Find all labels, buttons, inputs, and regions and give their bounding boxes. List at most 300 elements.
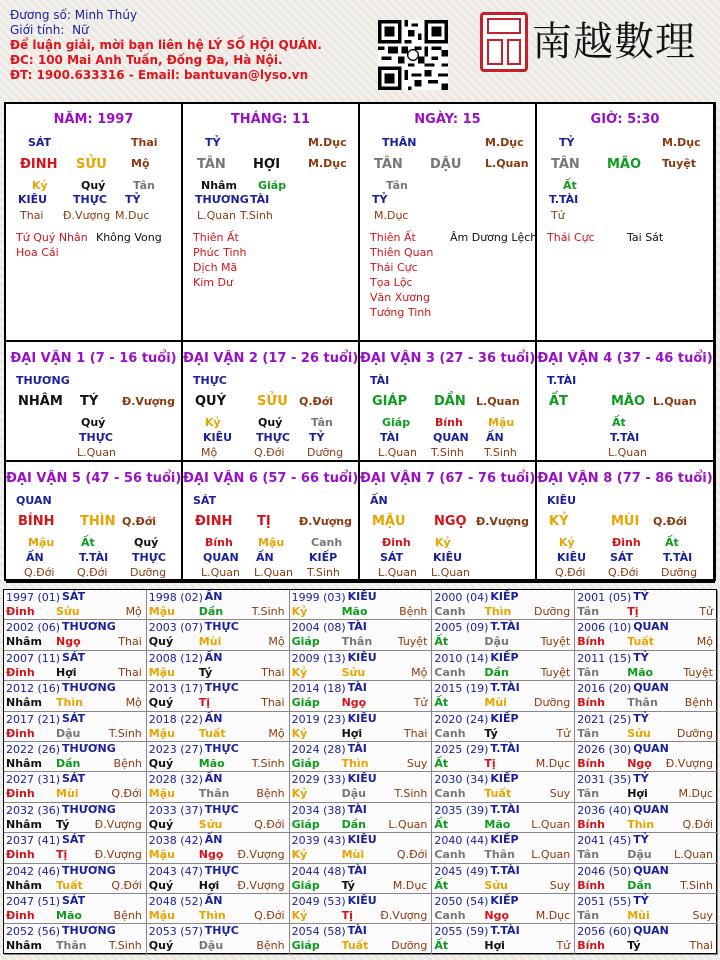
annual-star: SÁT [62,772,86,786]
annual-cell [432,651,575,681]
annual-star: SÁT [62,711,86,725]
luck-title: ĐẠI VẬN 4 (37 - 46 tuổi) [537,351,713,366]
hidden-stem: Ất [563,179,577,192]
annual-star: QUAN [633,802,669,816]
pillar-title: NGÀY: 15 [414,112,481,127]
annual-branch: Thân [56,939,87,953]
ten-god: TỶ [125,193,141,206]
pillar-star-phase: M.Dục [485,136,524,149]
annual-year: 2045 (49) [434,864,489,878]
luck-ten-god: KIÊU [557,551,587,564]
annual-year: 2023 (27) [148,743,203,756]
annual-phase: Mộ [125,696,142,710]
annual-phase: Mộ [268,726,285,740]
luck-hidden-stem: Mậu [28,536,55,549]
annual-phase: Bệnh [399,605,428,618]
annual-branch: Sửu [56,605,80,618]
annual-branch: Mùi [198,635,222,649]
pillar-star-phase: M.Dục [662,136,701,149]
logo-text: 南越數理 [532,19,696,65]
annual-cell [147,833,290,863]
annual-cell [147,681,290,711]
luck-branch: MÃO [611,394,646,409]
luck-hidden-stem: Bính [205,536,233,549]
annual-year: 2011 (15) [577,651,632,665]
annual-cell [4,894,147,924]
annual-cell [432,894,575,924]
annual-stem: Tân [577,605,600,618]
annual-phase: Đ.Vượng [237,848,285,862]
annual-branch: Dần [198,605,224,618]
pillar-stem: ĐINH [20,157,58,172]
luck-branch-phase: Q.Đới [653,515,688,528]
annual-phase: Bệnh [256,939,285,953]
pillar-star: TỶ [559,136,575,149]
annual-star: THƯƠNG [62,681,116,695]
luck-stem: NHÂM [18,394,63,409]
annual-star: T.TÀI [490,863,520,877]
annual-cell [147,590,290,620]
annual-stem: Mậu [148,848,175,862]
annual-phase: Tuyệt [397,635,428,649]
annual-cell [290,772,433,802]
annual-cell [290,803,433,833]
annual-star: QUAN [633,742,669,755]
chart-grid [4,102,716,581]
annual-cell [4,772,147,802]
annual-stem: Ất [434,878,449,892]
annual-year: 2027 (31) [6,773,61,787]
symbolic-star: Tướng Tinh [370,306,432,319]
annual-branch: Tuất [198,726,226,740]
annual-branch: Dần [484,665,509,679]
annual-year: 2004 (08) [291,621,346,635]
luck-branch: THÌN [80,514,116,529]
annual-phase: Q.Đới [396,848,428,862]
annual-stem: Tân [577,848,600,862]
pillar-cell [6,104,183,342]
annual-year: 2013 (17) [148,682,203,696]
annual-stem: Nhâm [6,635,42,649]
annual-star: THỰC [204,742,239,755]
luck-title: ĐẠI VẬN 3 (27 - 36 tuổi) [360,351,536,366]
annual-star: QUAN [633,924,669,938]
luck-phase: Q.Đới [254,446,285,459]
annual-year: 2031 (35) [577,773,632,787]
pillar-cell [183,104,360,342]
annual-star: KIÊU [347,711,377,725]
annual-branch: Sửu [341,665,366,679]
phase: M.Dục [374,209,409,222]
annual-cell [290,590,433,620]
annual-phase: Dưỡng [676,726,713,740]
luck-stem: KỶ [549,514,569,529]
annual-cell [575,620,718,650]
annual-year: 2016 (20) [577,682,632,696]
annual-year: 2018 (22) [148,712,203,726]
annual-stem: Canh [434,909,466,922]
luck-phase: Dưỡng [130,566,167,579]
annual-cell [575,894,718,924]
luck-branch: SỬU [257,394,288,409]
luck-ten-god: KIÊU [433,551,463,564]
luck-phase: L.Quan [378,566,417,579]
luck-stem: ĐINH [195,514,233,529]
annual-phase: Dưỡng [534,605,571,618]
luck-title: ĐẠI VẬN 7 (67 - 76 tuổi) [360,471,536,486]
annual-cell [575,742,718,772]
annual-stem: Mậu [148,787,175,801]
luck-hidden-stem: Mậu [488,416,515,429]
annual-phase: Suy [549,878,571,892]
luck-hidden-stem: Ất [612,416,626,429]
ten-god: THƯƠNG [195,193,249,206]
annual-branch: Thìn [56,696,83,710]
annual-star: TỶ [633,590,649,603]
luck-ten-god: ẤN [256,551,274,564]
luck-phase: Dưỡng [661,566,698,579]
annual-cell [575,772,718,802]
annual-stem: Đinh [6,909,35,922]
annual-cell [147,864,290,894]
annual-phase: Mộ [268,635,285,649]
luck-phase: L.Quan [378,446,417,459]
annual-phase: L.Quan [531,848,571,862]
annual-phase: Mộ [125,605,142,618]
annual-phase: Dưỡng [391,939,428,953]
annual-branch: Thân [341,635,373,649]
pillar-title: NĂM: 1997 [53,112,134,127]
annual-cell [147,742,290,772]
annual-phase: Thai [118,665,142,679]
address-line: ĐC: 100 Mai Anh Tuấn, Đống Đa, Hà Nội. [10,53,283,67]
luck-branch-phase: Đ.Vượng [122,395,176,408]
luck-hidden-stem: Tân [311,416,333,429]
annual-phase: T.Sinh [251,757,285,770]
annual-star: ẤN [204,894,223,907]
annual-branch: Mùi [341,848,365,862]
annual-stem: Quý [148,817,174,831]
annual-branch: Thân [484,848,515,862]
annual-cell [147,651,290,681]
luck-stem: ẤT [549,394,568,409]
name-label: Đương số: [10,8,71,22]
luck-hidden-stem: Kỷ [559,536,575,549]
pillar-star: SÁT [28,136,52,149]
annual-year: 2030 (34) [434,773,489,787]
annual-year: 2056 (60) [577,925,632,939]
luck-hidden-stem: Quý [134,536,159,549]
annual-cell [147,712,290,742]
annual-cell [4,924,147,954]
annual-stem: Ất [434,939,449,953]
annual-cell [290,833,433,863]
luck-phase: Q.Đới [608,566,639,579]
annual-cell [4,651,147,681]
annual-cell [290,681,433,711]
luck-phase: T.Sinh [307,566,340,579]
annual-cell [432,620,575,650]
annual-stem: Kỷ [291,605,308,618]
annual-stem: Ất [434,757,449,770]
symbolic-star: Tọa Lộc [370,276,413,289]
luck-ten-god: SÁT [610,551,634,564]
annual-star: KIẾP [490,772,519,786]
annual-cell [4,803,147,833]
annual-phase: Tử [413,696,428,710]
annual-branch: Tuất [56,878,83,892]
symbolic-star: Thiên Ất [370,231,416,244]
annual-star: THƯƠNG [62,802,116,816]
annual-star: THƯƠNG [62,863,116,877]
annual-year: 2034 (38) [291,803,346,817]
symbolic-star-right: Tai Sát [627,231,664,244]
annual-phase: Dưỡng [534,696,571,710]
luck-star: SÁT [193,494,217,507]
annual-cell [4,681,147,711]
annual-star: SÁT [62,650,86,664]
annual-stem: Giáp [291,878,320,892]
annual-phase: L.Quan [674,848,713,862]
gender-value: Nữ [72,23,89,37]
red-seal-icon [480,12,528,72]
annual-stem: Đinh [6,665,35,679]
annual-star: ẤN [204,650,223,664]
luck-star: THƯƠNG [16,374,70,387]
annual-phase: Suy [406,757,428,770]
luck-hidden-stem: Ất [665,536,679,549]
annual-branch: Mão [198,757,225,770]
annual-phase: Tử [699,605,713,618]
annual-star: ẤN [204,590,223,603]
pillar-branch-phase: Tuyệt [662,157,697,170]
annual-cell [4,742,147,772]
annual-year: 2042 (46) [6,864,61,878]
luck-star: KIÊU [547,494,577,507]
annual-phase: Q.Đới [111,787,142,801]
annual-star: KIẾP [490,590,519,603]
annual-star: QUAN [633,620,669,634]
annual-branch: Mùi [56,787,79,801]
luck-branch: TỊ [257,514,271,529]
luck-pillar-cell [6,342,183,462]
annual-star: KIẾP [490,711,519,725]
pillar-branch: SỬU [76,157,107,172]
luck-hidden-stem: Giáp [382,416,411,429]
annual-branch: Thìn [627,817,655,831]
annual-stem: Mậu [148,665,175,679]
luck-stem: GIÁP [372,394,408,409]
luck-title: ĐẠI VẬN 8 (77 - 86 tuổi) [537,471,713,486]
annual-stem: Ất [434,817,449,831]
annual-branch: Dậu [56,726,81,740]
annual-luck-table [3,589,717,954]
annual-stem: Canh [434,787,466,801]
annual-phase: Tuyệt [540,635,571,649]
annual-stem: Kỷ [291,787,308,801]
luck-phase: T.Sinh [431,446,464,459]
annual-year: 2053 (57) [148,925,203,939]
annual-star: KIÊU [347,772,377,786]
annual-cell [290,894,433,924]
annual-branch: Ngọ [484,909,510,922]
luck-star: ẤN [370,494,388,507]
annual-branch: Hợi [484,939,505,953]
annual-phase: Thai [689,939,713,953]
annual-star: THỰC [204,620,239,634]
annual-star: TỶ [633,650,649,664]
luck-star: THỰC [193,374,227,387]
symbolic-star-right: Âm Dương Lệch [450,231,538,244]
luck-phase: L.Quan [608,446,647,459]
luck-hidden-stem: Quý [81,416,106,429]
annual-branch: Tị [56,848,68,862]
annual-cell [432,712,575,742]
annual-cell [575,651,718,681]
annual-phase: Mộ [411,665,428,679]
annual-stem: Nhâm [6,939,42,953]
luck-phase: L.Quan [201,566,240,579]
annual-branch: Tý [627,939,641,953]
annual-stem: Nhâm [6,878,42,892]
luck-stem: MẬU [372,514,406,529]
luck-branch-phase: L.Quan [653,395,697,408]
annual-year: 2000 (04) [434,591,489,604]
annual-star: T.TÀI [490,620,520,634]
annual-branch: Sửu [198,817,223,831]
annual-stem: Quý [148,757,174,770]
annual-stem: Tân [577,665,600,679]
luck-hidden-stem: Kỷ [205,416,221,429]
name-value: Minh Thúy [74,8,138,22]
annual-cell [575,712,718,742]
annual-stem: Quý [148,635,174,649]
annual-branch: Thân [198,787,230,801]
hidden-stem: Tân [386,179,408,192]
annual-star: TÀI [347,863,367,877]
contact-line: Để luận giải, mời bạn liên hệ LÝ SỐ HỘI QUÁN. [10,38,322,52]
luck-phase: Q.Đới [24,566,55,579]
luck-ten-god: KIẾP [309,551,338,564]
annual-year: 2044 (48) [291,864,346,878]
annual-stem: Bính [577,878,606,892]
luck-title: ĐẠI VẬN 1 (7 - 16 tuổi) [10,351,177,366]
luck-ten-god: KIÊU [203,431,233,444]
annual-stem: Đinh [6,605,35,618]
annual-cell [147,924,290,954]
annual-phase: Tuyệt [683,665,713,679]
luck-pillar-cell [360,462,537,583]
annual-star: TỶ [633,711,649,725]
symbolic-star: Dịch Mã [193,261,238,274]
annual-phase: Đ.Vượng [237,878,285,892]
luck-hidden-stem: Mậu [258,536,285,549]
luck-hidden-stem: Đinh [612,536,641,549]
annual-branch: Dần [56,757,81,770]
ten-god: T.TÀI [549,193,579,206]
luck-stem: BÍNH [18,514,55,529]
annual-branch: Dậu [484,635,509,649]
annual-star: TÀI [347,802,367,816]
annual-branch: Tị [627,605,639,618]
annual-year: 2025 (29) [434,743,489,756]
luck-hidden-stem: Quý [258,416,283,429]
annual-star: THỰC [204,802,239,816]
annual-star: T.TÀI [490,681,520,695]
luck-ten-god: SÁT [380,551,404,564]
annual-star: T.TÀI [490,924,520,938]
annual-year: 2048 (52) [148,895,203,908]
annual-star: KIÊU [347,650,377,664]
annual-phase: Tử [556,939,571,953]
hidden-stem: Nhâm [201,179,237,192]
annual-branch: Tị [198,696,211,710]
annual-cell [4,590,147,620]
annual-cell [432,772,575,802]
pillar-branch-phase: Mộ [131,157,150,170]
hidden-stem: Giáp [258,179,287,192]
annual-stem: Canh [434,665,466,679]
annual-stem: Mậu [148,726,175,740]
annual-phase: Tuyệt [540,665,571,679]
annual-year: 2015 (19) [434,682,489,696]
annual-year: 2024 (28) [291,743,346,756]
pillar-title: THÁNG: 11 [230,112,311,127]
annual-year: 2043 (47) [148,864,203,878]
luck-pillar-cell [537,342,715,462]
annual-cell [575,590,718,620]
annual-year: 2012 (16) [6,682,61,696]
luck-pillar-cell [183,462,360,583]
luck-pillar-cell [537,462,715,583]
annual-cell [4,712,147,742]
annual-cell [575,681,718,711]
annual-stem: Quý [148,878,174,892]
annual-branch: Thân [627,696,658,710]
phase: Thai [20,209,44,222]
phase: T.Sinh [240,209,273,222]
annual-branch: Dậu [627,848,652,862]
symbolic-star: Thiên Ất [193,231,239,244]
symbolic-star: Thái Cực [370,261,418,274]
annual-stem: Mậu [148,605,175,618]
annual-stem: Quý [148,696,174,710]
annual-phase: M.Dục [392,878,428,892]
annual-branch: Thìn [341,757,369,770]
luck-hidden-stem: Bính [435,416,463,429]
luck-ten-god: TỶ [309,431,325,444]
symbolic-star: Văn Xương [370,291,430,304]
luck-branch-phase: Q.Đới [299,395,334,408]
annual-cell [4,833,147,863]
annual-phase: Thai [118,635,142,649]
luck-ten-god: T.TÀI [610,431,640,444]
annual-stem: Mậu [148,909,175,922]
pillar-stem: TÂN [374,157,403,172]
annual-year: 2054 (58) [291,925,346,939]
annual-star: THỰC [204,924,239,938]
annual-stem: Bính [577,696,606,710]
annual-stem: Quý [148,939,174,953]
annual-phase: Đ.Vượng [665,757,713,770]
annual-star: KIÊU [347,894,377,907]
annual-year: 2021 (25) [577,712,632,726]
annual-phase: Mộ [696,635,713,649]
symbolic-star: Thái Cực [547,231,595,244]
annual-stem: Kỷ [291,848,308,862]
annual-cell [4,864,147,894]
luck-phase: Q.Đới [77,566,108,579]
